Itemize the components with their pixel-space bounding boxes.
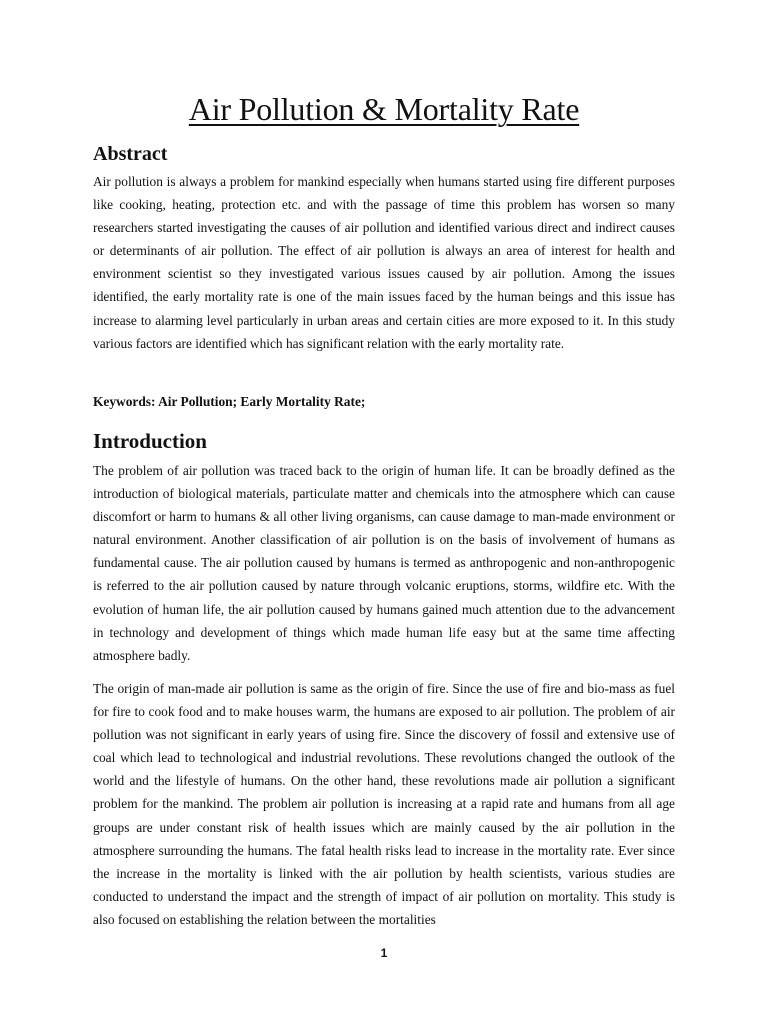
document-title: Air Pollution & Mortality Rate xyxy=(188,91,580,127)
introduction-paragraph-2: The origin of man-made air pollution is same as the origin of fire. Since the use of fire and bio-mass as fuel for fire to cook food and to make houses warm, the humans are exposed to air pollution. The problem of air pollution was not significant in early years of using fire. Since the discovery of fossil and extensive use of coal which lead to technological and industrial revolutions. These revolutions changed the outlook of the world and the lifestyle of humans. On the other hand, these revolutions made air pollution a significant problem for the mankind. The problem air pollution is increasing at a rapid rate and humans from all age groups are under constant risk of health issues which are mainly caused by the air pollution in the atmosphere surrounding the humans. The fatal health risks lead to increase in the mortality rate. Ever since the increase in the mortality is linked with the air pollution by health scientists, various studies are conducted to understand the impact and the strength of impact of air pollution on mortality. This study is also focused on establishing the relation between the mortalities xyxy=(93,681,675,927)
introduction-paragraph-1: The problem of air pollution was traced back to the origin of human life. It can be broadly defined as the introduction of biological materials, particulate matter and chemicals into the atmosphere which can cause discomfort or harm to humans & all other living organisms, can cause damage to man-made environment or natural environment. Another classification of air pollution is on the basis of involvement of humans as fundamental cause. The air pollution caused by humans is termed as anthropogenic and non-anthropogenic is referred to the air pollution caused by nature through volcanic eruptions, storms, wildfire etc. With the evolution of human life, the air pollution caused by humans gained much attention due to the advancement in technology and development of things which made human life easy but at the same time affecting atmosphere badly. xyxy=(93,463,675,663)
page-number: 1 xyxy=(380,946,388,960)
abstract-heading: Abstract xyxy=(93,143,168,165)
introduction-heading: Introduction xyxy=(93,429,207,453)
abstract-text: Air pollution is always a problem for mankind especially when humans started using fire different purposes like cooking, heating, protection etc. and with the passage of time this problem has worsen so many researchers started investigating the causes of air pollution and identified various direct and indirect causes or determinants of air pollution. The effect of air pollution is always an area of interest for health and environment scientist so they investigated various issues caused by air pollution. Among the issues identified, the early mortality rate is one of the main issues faced by the human beings and this issue has increase to alarming level particularly in urban areas and certain cities are more exposed to it. In this study various factors are identified which has significant relation with the early mortality rate. xyxy=(93,174,675,351)
keywords-line: Keywords: Air Pollution; Early Mortality Rate; xyxy=(93,394,366,409)
